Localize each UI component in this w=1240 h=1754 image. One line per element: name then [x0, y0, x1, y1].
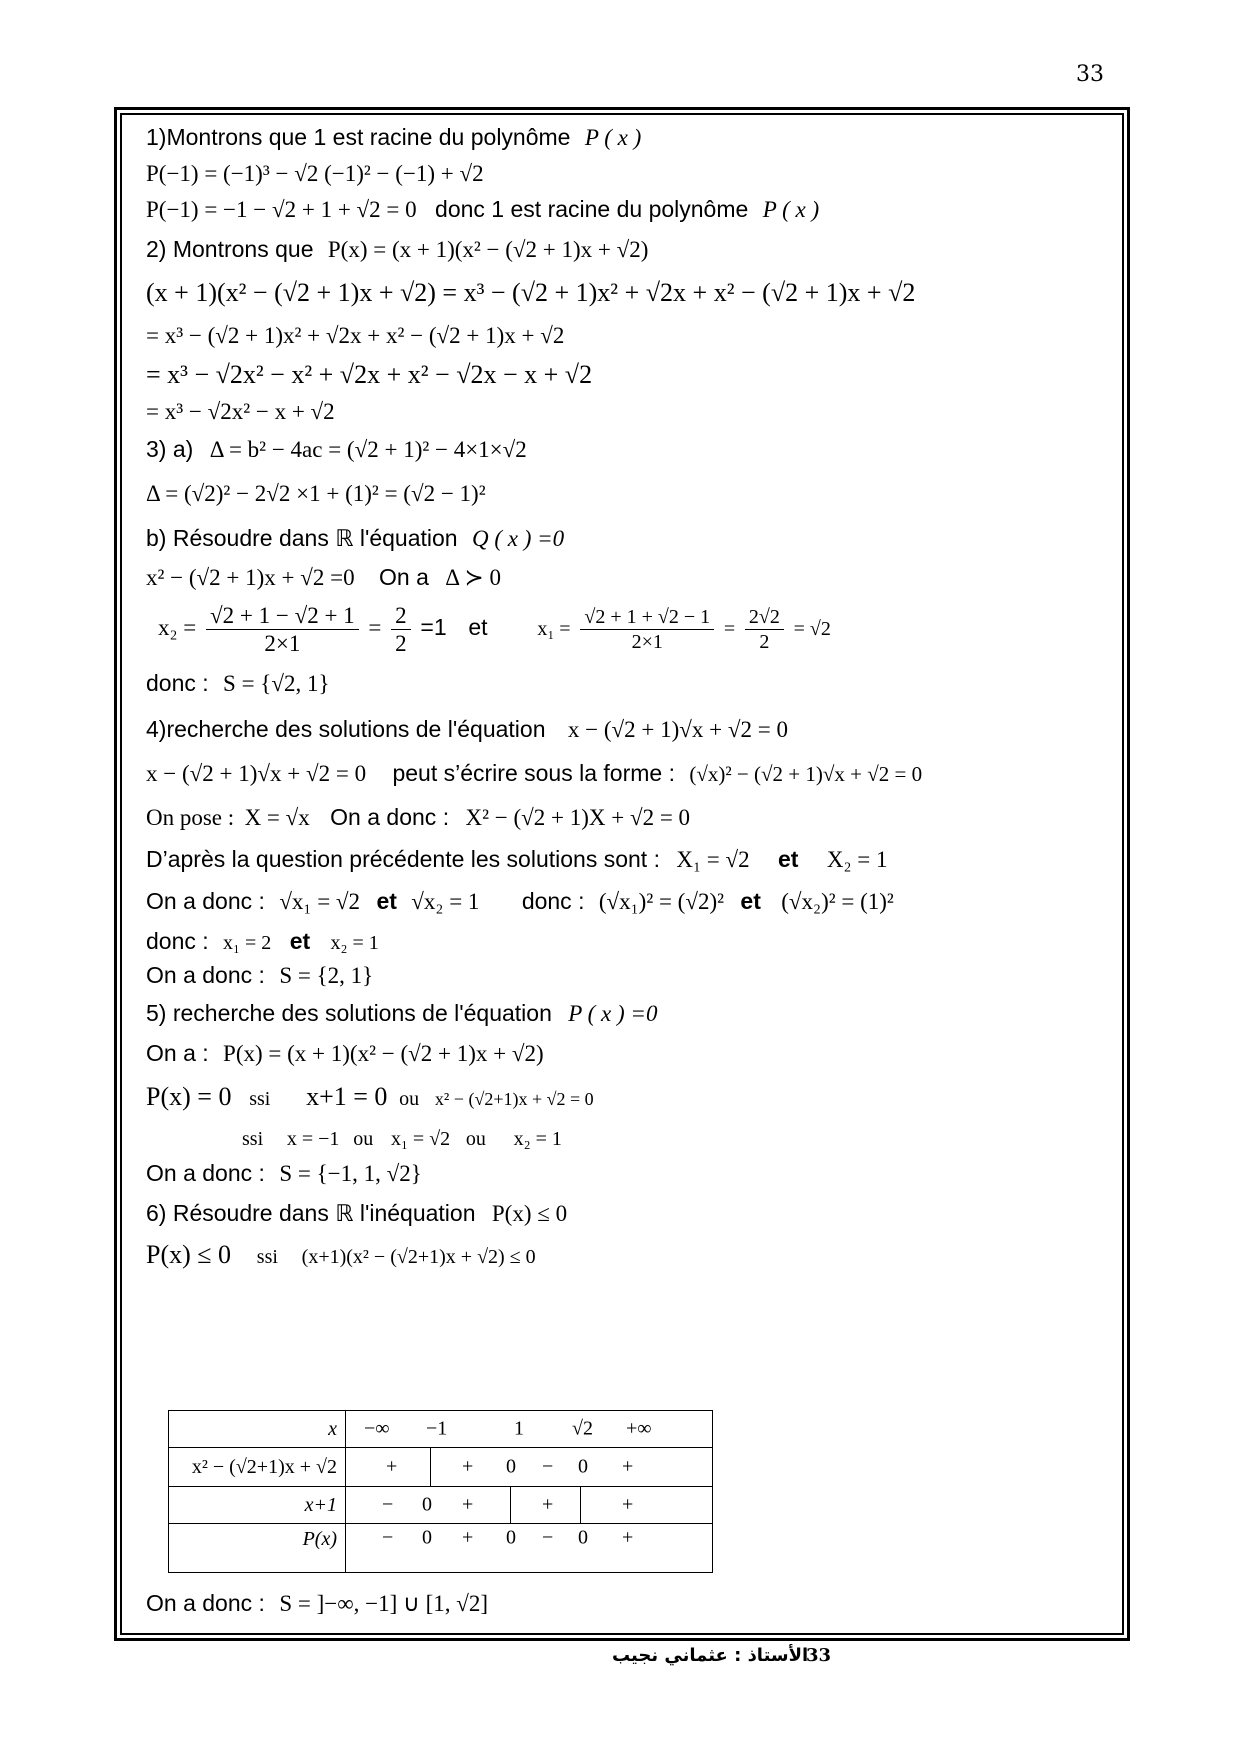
- line-15-text: 4)recherche des solutions de l'équation: [146, 716, 546, 742]
- line-18-math2: X₂ = 1: [826, 847, 888, 872]
- line-25: [242, 1126, 562, 1149]
- line-24-math3: x² − (√2+1)x + √2 = 0: [434, 1089, 594, 1109]
- line-28-ssi: ssi: [256, 1246, 278, 1268]
- line-7-math: = x³ − √2x² − x² + √2x + x² − √2x − x + √2: [146, 360, 593, 389]
- line-16-math2: (√x)² − (√2 + 1)√x + √2 = 0: [689, 762, 923, 786]
- line-14-math: S = {√2, 1}: [223, 671, 330, 696]
- line-26-text: On a donc :: [146, 1160, 265, 1186]
- line-17-text0: On pose :: [146, 805, 235, 830]
- sign-cell: +: [462, 1493, 474, 1516]
- row-linear-signs: [346, 1487, 713, 1524]
- sign-table-header-row: [169, 1411, 713, 1448]
- line-20-et: et: [289, 928, 311, 954]
- x1-label: x₁ =: [537, 617, 571, 640]
- sign-table: [168, 1410, 713, 1573]
- line-24: [146, 1084, 594, 1110]
- sign-cell: 0: [506, 1526, 516, 1549]
- line-23: [146, 1042, 544, 1065]
- row-linear-label: x+1: [169, 1487, 346, 1524]
- line-3-text: donc 1 est racine du polynôme: [435, 196, 749, 222]
- x-value-sqrt2: √2: [572, 1417, 593, 1440]
- line-18-text: D’après la question précédente les solutions sont :: [146, 846, 660, 872]
- sign-table-x-values: [346, 1411, 713, 1448]
- line-19-math3: (√x₁)² = (√2)²: [598, 889, 725, 914]
- line-24-ou: ou: [399, 1088, 420, 1110]
- x2-frac1-den: 2×1: [264, 631, 301, 656]
- sign-table-x-label: x: [169, 1411, 346, 1448]
- line-17-math: X = √x: [244, 805, 310, 830]
- x1-fraction-1: [580, 607, 714, 652]
- line-17: [146, 806, 690, 829]
- line-14-text: donc :: [146, 670, 209, 696]
- line-20-text: donc :: [146, 928, 209, 954]
- footer-author: الأستاذ : عثماني نجيب: [612, 1645, 809, 1666]
- line-19-et: et: [376, 888, 397, 914]
- line-6-math: = x³ − (√2 + 1)x² + √2x + x² − (√2 + 1)x + √2: [146, 323, 565, 348]
- sign-cell: 0: [578, 1455, 588, 1478]
- line-28: [146, 1242, 536, 1268]
- line-3-math2: P ( x ): [762, 197, 820, 222]
- x-value-minus-infinity: −∞: [364, 1417, 390, 1440]
- x1-frac2-den: 2: [759, 631, 770, 653]
- x2-result: =1: [420, 613, 447, 640]
- line-12-text: On a: [379, 564, 429, 590]
- line-25-math: x = −1: [286, 1128, 340, 1150]
- line-25-ou2: ou: [465, 1128, 486, 1150]
- line-19-et2: et: [740, 888, 761, 914]
- line-19: [146, 890, 894, 913]
- line-11-text: b) Résoudre dans ℝ l'équation: [146, 525, 458, 551]
- line-15: [146, 718, 788, 741]
- line-12: [146, 566, 501, 589]
- row-quadratic-signs: [346, 1448, 713, 1487]
- x2-equals: =: [368, 614, 382, 640]
- line-1-text: 1)Montrons que 1 est racine du polynôme: [146, 124, 571, 150]
- x-value-minus-one: −1: [426, 1417, 448, 1440]
- line-7: [146, 362, 592, 388]
- sign-cell: +: [462, 1526, 474, 1549]
- sign-table-row-quadratic: [169, 1448, 713, 1487]
- x2-frac1-num: √2 + 1 − √2 + 1: [206, 604, 359, 630]
- line-20: [146, 930, 379, 953]
- sign-cell: 0: [422, 1493, 432, 1516]
- line-26-math: S = {−1, 1, √2}: [279, 1161, 422, 1186]
- x1-frac1-den: 2×1: [631, 631, 663, 653]
- sign-cell: −: [542, 1526, 554, 1549]
- row-product-signs: [346, 1524, 713, 1573]
- row-product-label: P(x): [169, 1524, 346, 1573]
- sign-cell: +: [542, 1493, 554, 1516]
- line-12-math2: Δ ≻ 0: [445, 565, 502, 590]
- line-25-math3: x₂ = 1: [513, 1128, 562, 1150]
- x2-frac2-den: 2: [395, 631, 407, 656]
- line-18: [146, 848, 887, 871]
- line-19-math2: √x₂ = 1: [411, 889, 480, 914]
- x-value-one: 1: [514, 1417, 524, 1440]
- line-8-math: = x³ − √2x² − x + √2: [146, 399, 335, 424]
- line-9-math: Δ = b² − 4ac = (√2 + 1)² − 4×1×√2: [209, 437, 527, 462]
- line-25-math2: x₁ = √2: [390, 1128, 451, 1150]
- line-23-text: On a :: [146, 1040, 209, 1066]
- footer-page-number: 33: [806, 1645, 832, 1666]
- sign-separator: [580, 1487, 581, 1523]
- line-20-math2: x₂ = 1: [330, 932, 379, 954]
- line-29: [146, 1592, 488, 1615]
- line-4: [146, 238, 648, 261]
- line-19-math4: (√x₂)² = (1)²: [781, 889, 894, 914]
- sign-cell: −: [382, 1493, 394, 1516]
- sign-cell: −: [542, 1455, 554, 1478]
- x-et: et: [468, 613, 488, 640]
- x1-frac1-num: √2 + 1 + √2 − 1: [580, 607, 714, 630]
- line-27-math: P(x) ≤ 0: [491, 1201, 568, 1226]
- line-17-text: On a donc :: [330, 804, 450, 830]
- sign-cell: 0: [578, 1526, 588, 1549]
- line-19-math: √x₁ = √2: [279, 889, 361, 914]
- line-12-math: x² − (√2 + 1)x + √2 =0: [146, 565, 355, 590]
- line-2-math: P(−1) = (−1)³ − √2 (−1)² − (−1) + √2: [146, 161, 484, 186]
- x1-frac2-num: 2√2: [745, 607, 784, 630]
- line-16-math: x − (√2 + 1)√x + √2 = 0: [146, 761, 367, 786]
- line-28-math2: (x+1)(x² − (√2+1)x + √2) ≤ 0: [301, 1246, 536, 1268]
- line-21: [146, 964, 373, 987]
- x1-fraction-2: [745, 607, 784, 652]
- x2-frac2-num: 2: [391, 604, 411, 630]
- line-15-math: x − (√2 + 1)√x + √2 = 0: [567, 717, 788, 742]
- line-22: [146, 1002, 657, 1025]
- line-13: [146, 604, 831, 655]
- line-9: [146, 438, 527, 461]
- line-29-text: On a donc :: [146, 1590, 265, 1616]
- line-5-math: (x + 1)(x² − (√2 + 1)x + √2) = x³ − (√2 + 1)x² + √2x + x² − (√2 + 1)x + √2: [146, 278, 916, 307]
- line-18-math: X₁ = √2: [676, 847, 750, 872]
- page-number-top: 33: [1076, 62, 1104, 87]
- line-4-text: 2) Montrons que: [146, 236, 314, 262]
- sign-cell: +: [386, 1455, 398, 1478]
- line-1-math: P ( x ): [584, 125, 642, 150]
- line-10-math: Δ = (√2)² − 2√2 ×1 + (1)² = (√2 − 1)²: [146, 481, 486, 506]
- line-11: [146, 527, 564, 550]
- sign-cell: +: [622, 1526, 634, 1549]
- line-3: [146, 198, 819, 221]
- x1-result: = √2: [793, 617, 831, 640]
- line-10: [146, 482, 486, 505]
- line-21-math: S = {2, 1}: [279, 963, 374, 988]
- line-25-ssi: ssi: [242, 1128, 264, 1150]
- sign-cell: 0: [506, 1455, 516, 1478]
- line-9-text: 3) a): [146, 436, 194, 462]
- line-27: [146, 1202, 567, 1225]
- line-8: [146, 400, 335, 423]
- line-18-et: et: [778, 846, 799, 872]
- line-14: [146, 672, 330, 695]
- line-17-math2: X² − (√2 + 1)X + √2 = 0: [465, 805, 691, 830]
- line-4-math: P(x) = (x + 1)(x² − (√2 + 1)x + √2): [327, 237, 649, 262]
- line-1: [146, 126, 641, 149]
- line-22-math: P ( x ) =0: [568, 1001, 658, 1026]
- sign-table-row-linear: [169, 1487, 713, 1524]
- line-22-text: 5) recherche des solutions de l'équation: [146, 1000, 552, 1026]
- line-24-math2: x+1 = 0: [306, 1082, 388, 1111]
- line-6: [146, 324, 564, 347]
- line-5: [146, 280, 915, 306]
- row-quadratic-label: x² − (√2+1)x + √2: [169, 1448, 346, 1487]
- sign-cell: +: [462, 1455, 474, 1478]
- line-19-text: On a donc :: [146, 888, 265, 914]
- sign-cell: 0: [422, 1526, 432, 1549]
- x2-fraction-2: [391, 604, 411, 655]
- sign-separator: [510, 1487, 511, 1523]
- line-29-math: S = ]−∞, −1] ∪ [1, √2]: [279, 1591, 489, 1616]
- line-2: [146, 162, 484, 185]
- sign-cell: +: [622, 1455, 634, 1478]
- line-11-math: Q ( x ) =0: [471, 526, 565, 551]
- x2-fraction-1: [206, 604, 359, 655]
- x2-label: x₂ =: [158, 614, 197, 640]
- line-25-ou: ou: [353, 1128, 374, 1150]
- line-3-math: P(−1) = −1 − √2 + 1 + √2 = 0: [146, 197, 417, 222]
- line-28-math: P(x) ≤ 0: [146, 1240, 232, 1269]
- line-23-math: P(x) = (x + 1)(x² − (√2 + 1)x + √2): [223, 1041, 544, 1066]
- sign-cell: −: [382, 1526, 394, 1549]
- x1-equals: =: [723, 617, 736, 640]
- line-16-text: peut s’écrire sous la forme :: [392, 760, 675, 786]
- line-24-math: P(x) = 0: [146, 1082, 232, 1111]
- line-26: [146, 1162, 422, 1185]
- sign-table-row-product: [169, 1524, 713, 1573]
- line-16: [146, 762, 922, 785]
- line-27-text: 6) Résoudre dans ℝ l'inéquation: [146, 1200, 476, 1226]
- line-21-text: On a donc :: [146, 962, 265, 988]
- x-value-plus-infinity: +∞: [626, 1417, 652, 1440]
- line-24-ssi: ssi: [249, 1088, 271, 1110]
- sign-separator: [430, 1448, 431, 1486]
- line-20-math: x₁ = 2: [223, 932, 272, 954]
- sign-cell: +: [622, 1493, 634, 1516]
- line-19-text2: donc :: [521, 888, 585, 914]
